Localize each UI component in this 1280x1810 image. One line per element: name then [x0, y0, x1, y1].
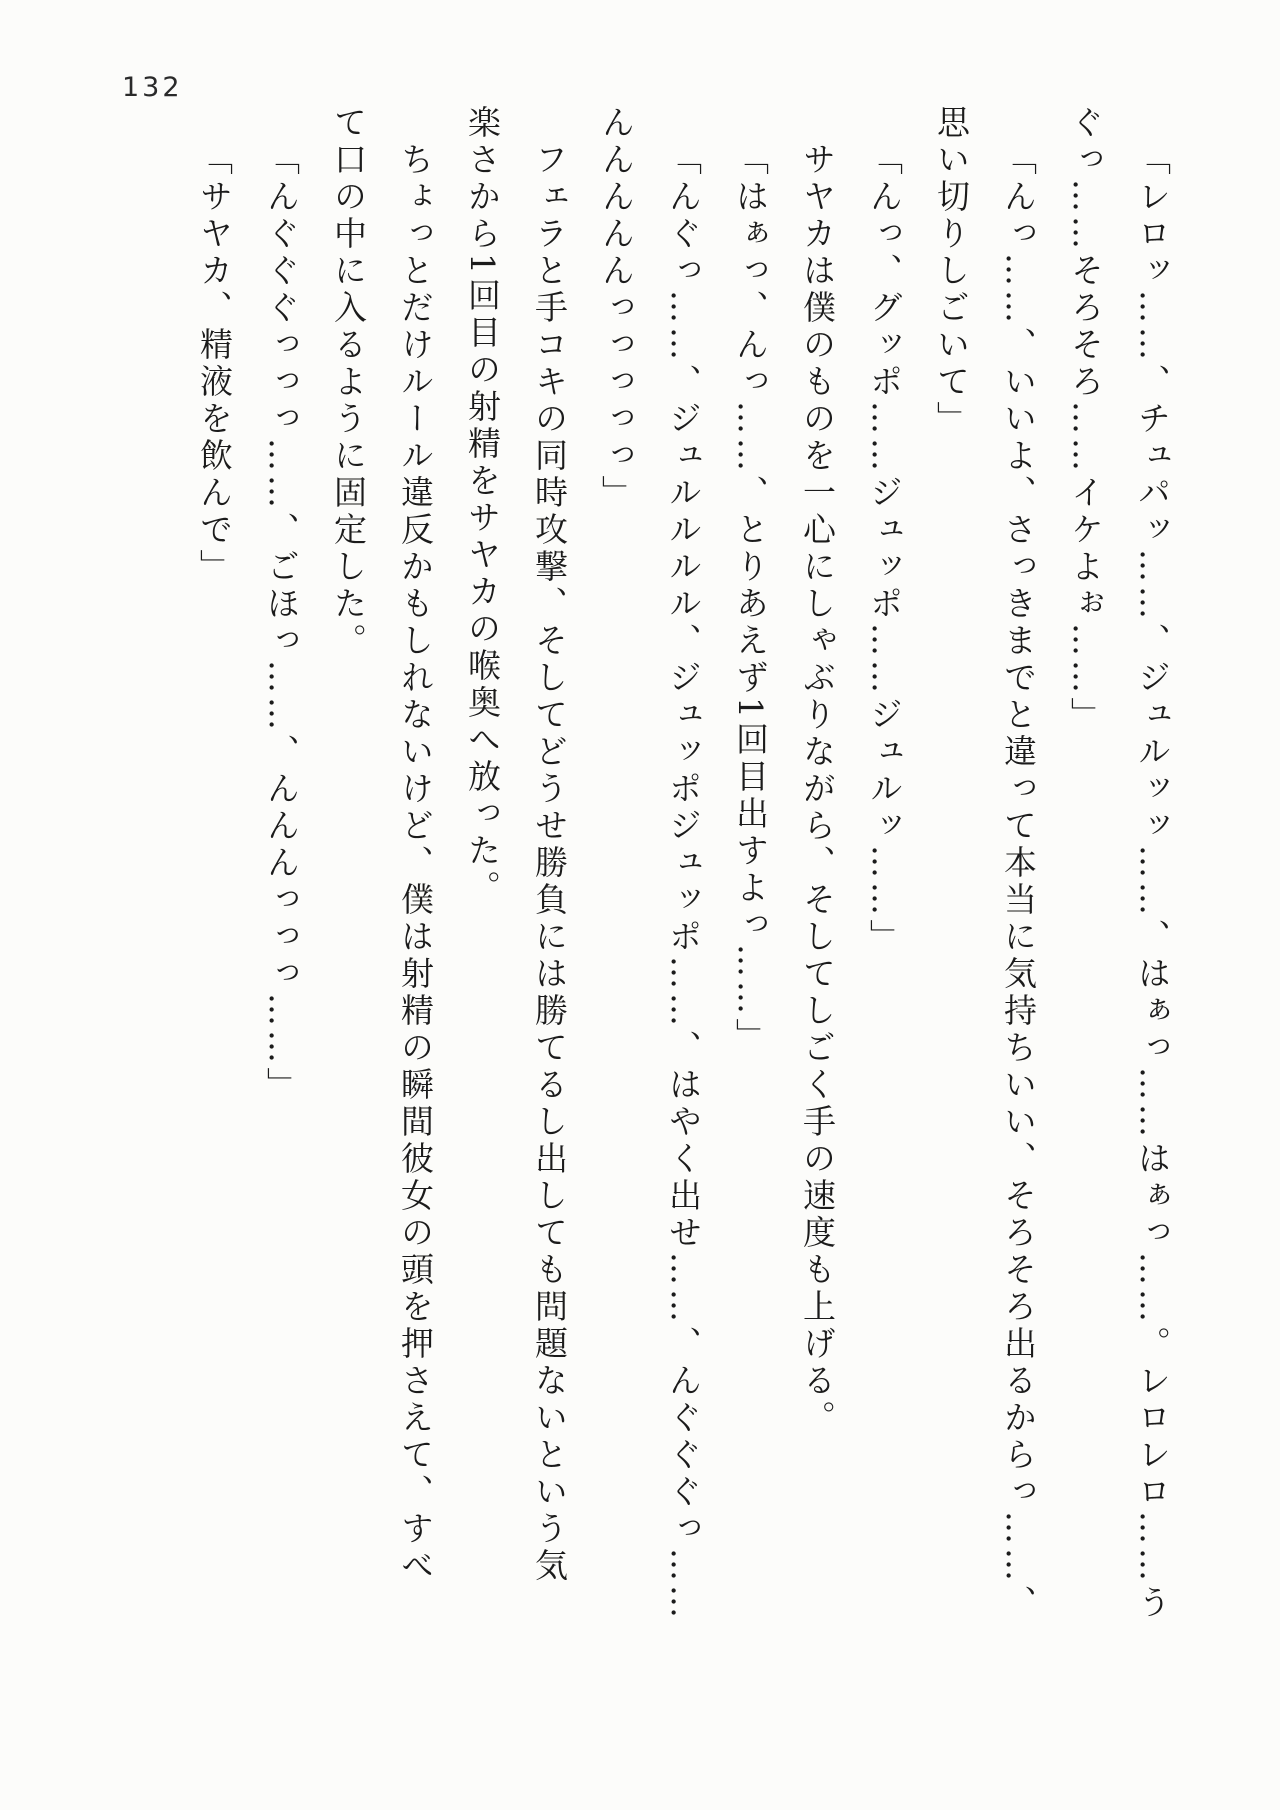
text-column: ちょっとだけルール違反かもしれないけど、僕は射精の瞬間彼女の頭を押さえて、すべ — [396, 142, 435, 1585]
text-column: 「んぐっ……、ジュルルルル、ジュッポジュッポ……、はやく出せ……、んぐぐぐっ…… — [664, 142, 703, 1622]
text-column: サヤカは僕のものを一心にしゃぶりながら、そしてしごく手の速度も上げる。 — [798, 142, 837, 1437]
text-column: 思い切りしごいて」 — [932, 105, 971, 438]
text-column: て口の中に入るように固定した。 — [329, 105, 368, 660]
page-number: 132 — [122, 72, 183, 103]
text-column: 「サヤカ、精液を飲んで」 — [195, 142, 234, 586]
text-column: フェラと手コキの同時攻撃、そしてどうせ勝負には勝てるし出しても問題ないという気 — [530, 142, 569, 1585]
text-column: 「んっ、グッポ……ジュッポ……ジュルッ……」 — [865, 142, 904, 956]
text-column: 「んぐぐぐっっっ……、ごほっ……、んんんっっっ……」 — [262, 142, 301, 1104]
text-column: 「レロッ……、チュパッ……、ジュルッッ……、はぁっ……はぁっ……。レロレロ……う — [1133, 142, 1172, 1622]
text-column: 「はぁっ、んっ……、とりあえず1回目出すよっ……」 — [731, 142, 770, 1055]
text-column: んんんんんっっっっっ」 — [597, 105, 636, 512]
text-column: ぐっ……そろそろ……イケよぉ……」 — [1066, 105, 1105, 734]
text-column: 楽さから1回目の射精をサヤカの喉奥へ放った。 — [463, 105, 502, 907]
text-column: 「んっ……、いいよ、さっきまでと違って本当に気持ちいい、そろそろ出るからっ……、 — [999, 142, 1038, 1622]
